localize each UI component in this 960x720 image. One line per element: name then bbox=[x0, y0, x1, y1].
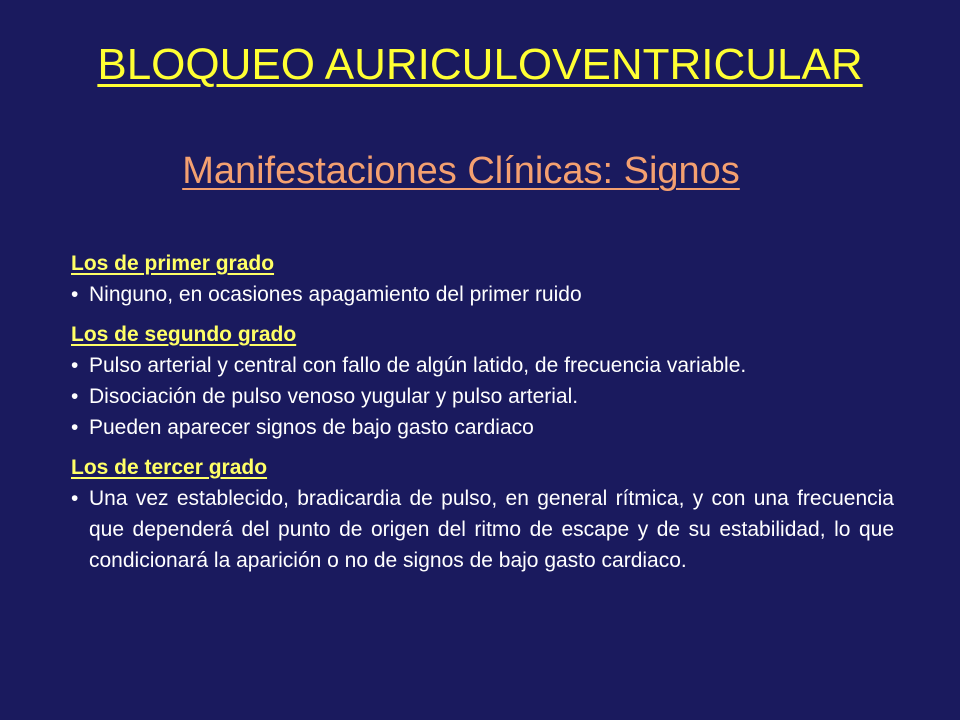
slide-subtitle: Manifestaciones Clínicas: Signos bbox=[182, 150, 740, 192]
section-third-degree bbox=[71, 452, 894, 576]
list-item bbox=[71, 381, 894, 412]
list-item bbox=[71, 412, 894, 443]
section-first-degree bbox=[71, 248, 894, 310]
section-heading: Los de primer grado bbox=[71, 252, 275, 275]
list-item bbox=[71, 279, 894, 310]
slide-title: BLOQUEO AURICULOVENTRICULAR bbox=[97, 40, 863, 89]
section-second-degree bbox=[71, 319, 894, 443]
section-heading: Los de tercer grado bbox=[71, 456, 268, 479]
slide-content bbox=[71, 248, 894, 585]
bullet-icon: • bbox=[71, 354, 79, 377]
bullet-icon: • bbox=[71, 385, 79, 408]
list-item-text: Pulso arterial y central con fallo de algún latido, de frecuencia variable. bbox=[89, 354, 747, 377]
list-item-text: Una vez establecido, bradicardia de pulso, en general rítmica, y con una frecuencia que dependerá del punto de origen del ritmo de escape y de su estabilidad, lo que condicionará la aparición o no de signos de bajo gasto cardiaco. bbox=[89, 487, 894, 572]
list-item bbox=[71, 483, 894, 576]
list-item-text: Ninguno, en ocasiones apagamiento del primer ruido bbox=[89, 283, 582, 306]
bullet-icon: • bbox=[71, 283, 79, 306]
bullet-icon: • bbox=[71, 416, 79, 439]
section-heading: Los de segundo grado bbox=[71, 323, 297, 346]
list-item-text: Disociación de pulso venoso yugular y pulso arterial. bbox=[89, 385, 579, 408]
list-item bbox=[71, 350, 894, 381]
bullet-icon: • bbox=[71, 487, 79, 510]
list-item-text: Pueden aparecer signos de bajo gasto cardiaco bbox=[89, 416, 534, 439]
